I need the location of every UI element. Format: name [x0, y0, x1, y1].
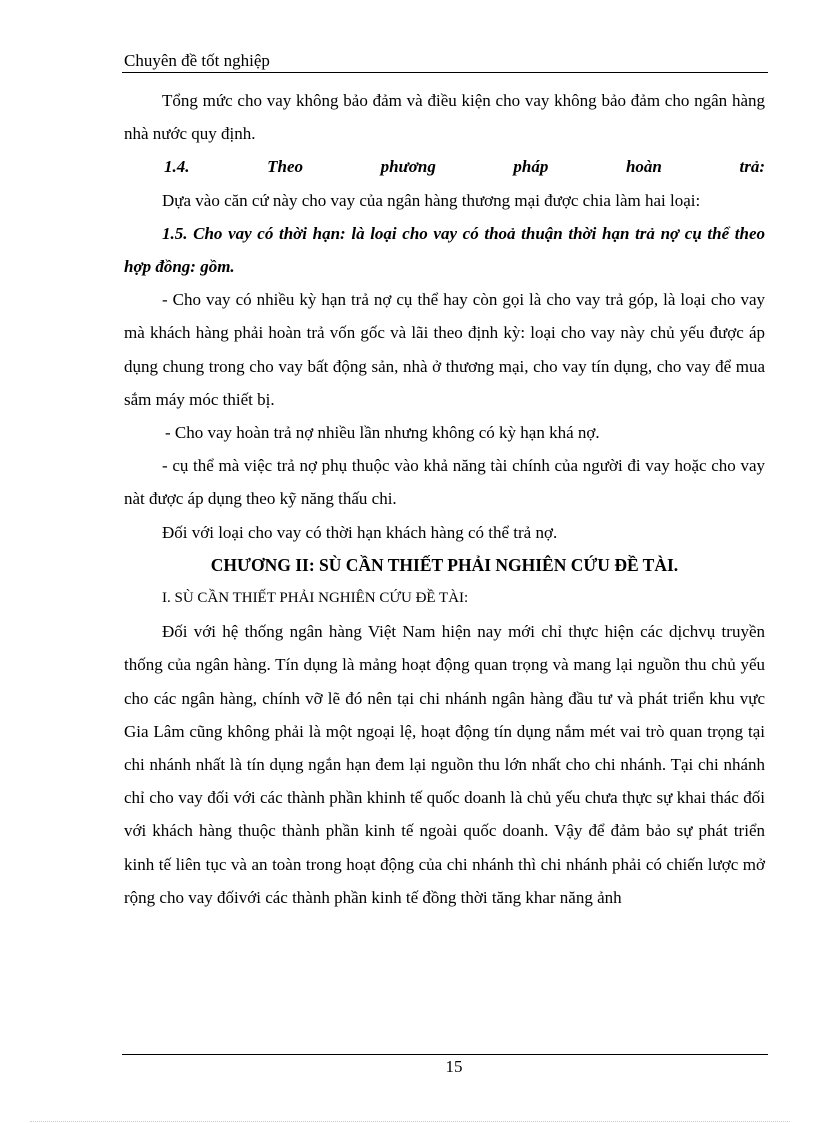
paragraph-overdraft: - cụ thể mà việc trả nợ phụ thuộc vào khả năng tài chính của người đi vay hoặc cho vay nàt được áp dụng theo kỹ năng thấu chi. [124, 456, 765, 509]
chapter-title: CHƯƠNG II: SÙ CẦN THIẾT PHẢI NGHIÊN CỨU ĐỀ TÀI. [210, 554, 679, 575]
paragraph-banking-system: Đối với hệ thống ngân hàng Việt Nam hiện nay mới chỉ thực hiện các dịchvụ truyền thống của ngân hàng. Tín dụng là mảng hoạt động quan trọng và mang lại nguồn thu chủ yếu cho các ngân hàng, chính vỡ lẽ đó nên tại chi nhánh ngân hàng đầu tư và phát triển khu vực Gia Lâm cũng không phải là một ngoại lệ, hoạt động tín dụng nắm mét vai trò quan trọng tại chi nhánh nhất là tín dụng ngắn hạn đem lại nguồn thu lớn nhất cho chi nhánh. Tại chi nhánh chỉ cho vay đối với các thành phần khinh tế quốc doanh là chủ yếu chưa thực sự khai thác đối với khách hàng thuộc thành phần kinh tế ngoài quốc doanh. Vậy để đảm bảo sự phát triển kinh tế liên tục và an toàn trong hoạt động của chi nhánh thì chi nhánh phải có chiến lược mở rộng cho vay đốivới các thành phần kinh tế đồng thời tăng khar năng ảnh [124, 622, 765, 907]
paragraph-guarantee-limit: Tổng mức cho vay không bảo đảm và điều kiện cho vay không bảo đảm cho ngân hàng nhà nước quy định. [124, 91, 765, 144]
running-header: Chuyên đề tốt nghiệp [124, 51, 270, 70]
heading-1-5: 1.5. Cho vay có thời hạn: là loại cho vay có thoả thuận thời hạn trả nợ cụ thể theo hợp đồng: gồm. [124, 223, 765, 277]
paragraph-term-loans: Đối với loại cho vay có thời hạn khách hàng có thể trả nợ. [162, 522, 558, 542]
paragraph-multiple-repayments: - Cho vay hoàn trả nợ nhiều lần nhưng không có kỳ hạn khá nợ. [165, 423, 600, 443]
paragraph-classification: Dựa vào căn cứ này cho vay của ngân hàng thương mại được chia làm hai loại: [162, 190, 701, 210]
page-body [124, 84, 765, 914]
paragraph-installment-loans: - Cho vay có nhiều kỳ hạn trả nợ cụ thể hay còn gọi là cho vay trả góp, là loại cho vay mà khách hàng phải hoàn trả vốn gốc và lãi theo định kỳ: loại cho vay này chủ yếu được áp dụng chung trong cho vay bất động sản, nhà ở thương mại, cho vay tín dụng, cho vay để mua sắm máy móc thiết bị. [124, 290, 765, 409]
heading-1-4: 1.4. Theo phương pháp hoàn trả: [164, 157, 765, 177]
footer-divider [122, 1054, 768, 1055]
header-divider [122, 72, 768, 73]
page-bottom-edge [30, 1121, 790, 1122]
page-number: 15 [445, 1057, 463, 1076]
section-title: I. SÙ CẦN THIẾT PHẢI NGHIÊN CỨU ĐỀ TÀI: [162, 590, 469, 607]
